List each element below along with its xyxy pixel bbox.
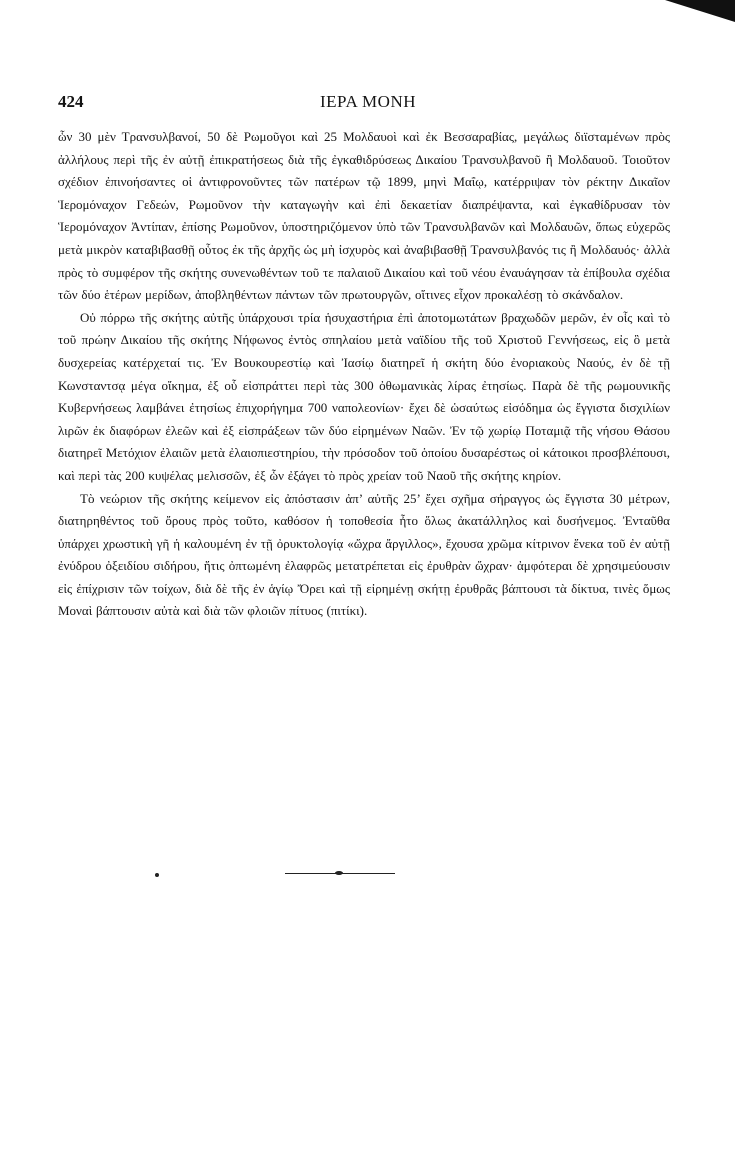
page-number: 424 bbox=[58, 92, 84, 111]
running-title: ΙΕΡΑ ΜΟΝΗ bbox=[320, 92, 416, 111]
ink-speck bbox=[155, 873, 159, 877]
paragraph-1: ὧν 30 μὲν Τρανσυλβανοί, 50 δὲ Ρωμοῦγοι καὶ 25 Μολδαυοὶ καὶ ἐκ Βεσσαραβίας, μεγάλως διϊσταμένων πρὸς ἀλλήλους περὶ τῆς ἐν αὐτῇ ἐπικρατήσεως διὰ τῆς ἐγκαθιδρύσεως Δικαίου Τρανσυλβανοῦ ἢ Μολδαυοῦ. Τοιοῦτον σχέδιον ἐπινοήσαντες οἱ ἀντιφρονοῦντες τῶν πατέρων τῷ 1899, μηνὶ Μαΐῳ, κατέρριψαν τὸν ρέκτην Δικαῖον Ἱερομόναχον Γεδεών, Ρωμοῦνον τὴν καταγωγὴν καὶ ἐπὶ δεκαετίαν διαπρέψαντα, καὶ ἐγκαθίδρυσαν τὸν Ἱερομόναχον Ἀντίπαν, ἐπίσης Ρωμοῦνον, ὑποστηριζόμενον ὑπὸ τῶν Τρανσυλβανῶν καὶ Μολδαυῶν, ὅπως εὐχερῶς μετὰ μικρὸν καταβιβασθῇ οὗτος ἐκ τῆς ἀρχῆς ὡς μὴ ἰσχυρὸς καὶ ἀναβιβασθῇ Τρανσυλβανός τις ἢ Μολδαυός· ἀλλὰ πρὸς τὸ συμφέρον τῆς σκήτης συνενωθέντων τοῦ τε παλαιοῦ Δικαίου καὶ τοῦ νέου ἐναυάγησαν τὰ ἐπίβουλα σχέδια τῶν δύο ἑτέρων μερίδων, ἀποβληθέντων πάντων τῶν πρωτουργῶν, οἵτινες εἶχον προκαλέσῃ τὸ σκάνδαλον. bbox=[58, 129, 670, 303]
paragraph-3: Τὸ νεώριον τῆς σκήτης κείμενον εἰς ἀπόστασιν ἀπ’ αὐτῆς 25’ ἔχει σχῆμα σήραγγος ὡς ἔγγιστα 30 μέτρων, διατηρηθέντος τοῦ ὄρους πρὸς τοῦτο, καθόσον ἡ τοποθεσία ἦτο ὅλως ἀκατάλληλος καὶ δυσήνεμος. Ἐνταῦθα ὑπάρχει χρωστικὴ γῆ ἡ καλουμένη ἐν τῇ ὀρυκτολογίᾳ «ὤχρα ἄργιλλος», ἔχουσα χρῶμα κίτρινον ἕνεκα τοῦ ἐν αὐτῇ ἐνύδρου ὀξειδίου σιδήρου, ἥτις ὀπτωμένη ἐλαφρῶς μετατρέπεται εἰς ἐρυθρὰν ὤχραν· ἀμφότεραι δὲ χρησιμεύουσιν εἰς ἐπίχρισιν τῶν τοίχων, διὰ δὲ τῆς ἐν ἁγίῳ Ὄρει καὶ τῇ εἰρημένῃ σκήτῃ ἐρυθρᾶς βάπτουσι τὰ δίκτυα, τινὲς ὅμως Μοναὶ βάπτουσιν αὐτὰ καὶ διὰ τῶν φλοιῶν πίτυος (πιτίκι). bbox=[58, 490, 670, 619]
paragraph-2: Οὐ πόρρω τῆς σκήτης αὐτῆς ὑπάρχουσι τρία ἡσυχαστήρια ἐπὶ ἀποτομωτάτων βραχωδῶν μερῶν, ἐν οἷς καὶ τὸ τοῦ πρώην Δικαίου τῆς σκήτης Νήφωνος ἐντὸς σπηλαίου μετὰ ναϊδίου τῆς τοῦ Χριστοῦ Γεννήσεως, εἰς ὃ μετὰ δυσχερείας κατέρχεταί τις. Ἐν Βουκουρεστίῳ καὶ Ἰασίῳ διατηρεῖ ἡ σκήτη δύο ἐνοριακοὺς Ναούς, ἐν δὲ τῇ Κωνσταντσᾳ μέγα οἴκημα, ἐξ οὗ εἰσπράττει περὶ τὰς 300 ὀθωμανικὰς λίρας ἐτησίως. Παρὰ δὲ τῆς ρωμουνικῆς Κυβερνήσεως λαμβάνει ἐτησίως ἐπιχορήγημα 700 ναπολεονίων· ἔχει δὲ ὡσαύτως εἰσόδημα ὡς ἔγγιστα δισχιλίων λιρῶν ἐκ διαφόρων ἐλεῶν καὶ ἐξ εἰσπράξεων τῶν δύο εἰρημένων Ναῶν. Ἐν τῷ χωρίῳ Ποταμιᾷ τῆς νήσου Θάσου διατηρεῖ Μετόχιον ἐλαιῶν μετὰ ἐλαιοπιεστηρίου, τὴν πρόσοδον τοῦ ὁποίου δυσαρέστως οἱ κάτοικοι προσβλέπουσι, καὶ περὶ τὰς 200 κυψέλας μελισσῶν, ἐξ ὧν ἐξάγει τὸ πρὸς χρείαν τοῦ Ναοῦ τῆς σκήτης κηρίον. bbox=[58, 309, 670, 483]
section-end-ornament bbox=[285, 873, 395, 874]
body-text bbox=[58, 126, 670, 623]
scan-corner-mark bbox=[665, 0, 735, 22]
